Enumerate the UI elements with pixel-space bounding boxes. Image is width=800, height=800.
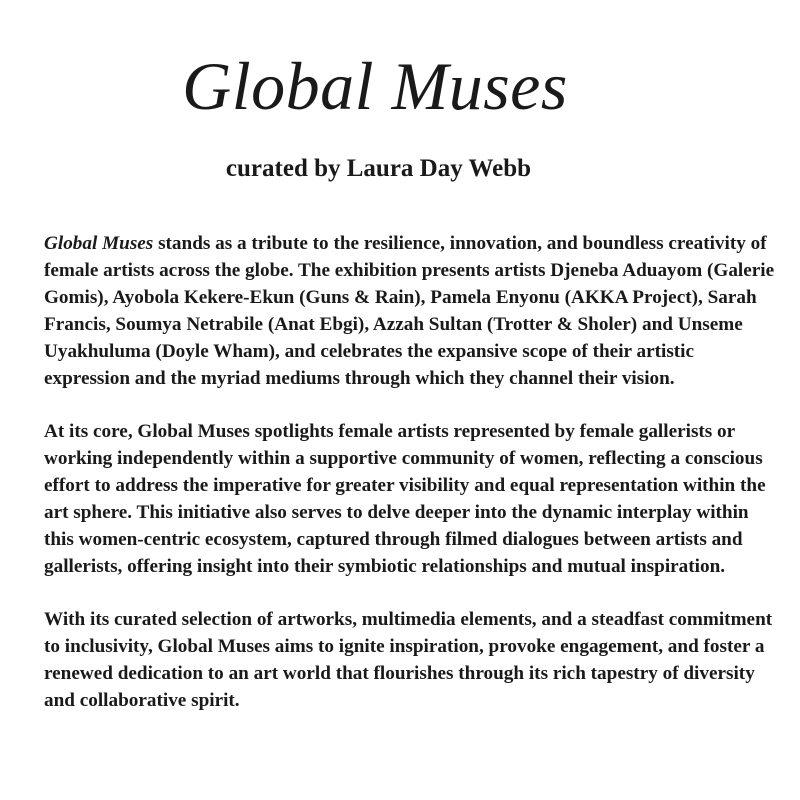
paragraph-intro-text: stands as a tribute to the resilience, innovation, and boundless creativity of female artists across the globe. The exhibition presents artists Djeneba Aduayom (Galerie Gomis), Ayobola Kekere-Ekun (Guns & Rain), Pamela Enyonu (AKKA Project), Sarah Francis, Soumya Netrabile (Anat Ebgi), Azzah Sultan (Trotter & Sholer) and Unseme Uyakhuluma (Doyle Wham), and celebrates the expansive scope of their artistic expression and the myriad mediums through which they channel their vision. [44,233,775,389]
curator-credit: curated by Laura Day Webb [225,155,532,182]
paragraph-core: At its core, Global Muses spotlights female artists represented by female gallerists or working independently within a supportive community of women, reflecting a conscious effort to address the imperative for greater visibility and equal representation within the art sphere. This initiative also serves to delve deeper into the dynamic interplay within this women-centric ecosystem, captured through filmed dialogues between artists and gallerists, offering insight into their symbiotic relationships and mutual inspiration. [44,421,766,577]
exhibition-description [44,230,780,740]
paragraph-closing: With its curated selection of artworks, multimedia elements, and a steadfast commitment to inclusivity, Global Muses aims to ignite inspiration, provoke engagement, and foster a renewed dedication to an art world that flourishes through its rich tapestry of diversity and collaborative spirit. [44,609,773,711]
exhibition-title: Global Muses [182,48,568,124]
paragraph-intro [44,230,780,392]
italic-exhibition-name: Global Muses [44,233,154,254]
